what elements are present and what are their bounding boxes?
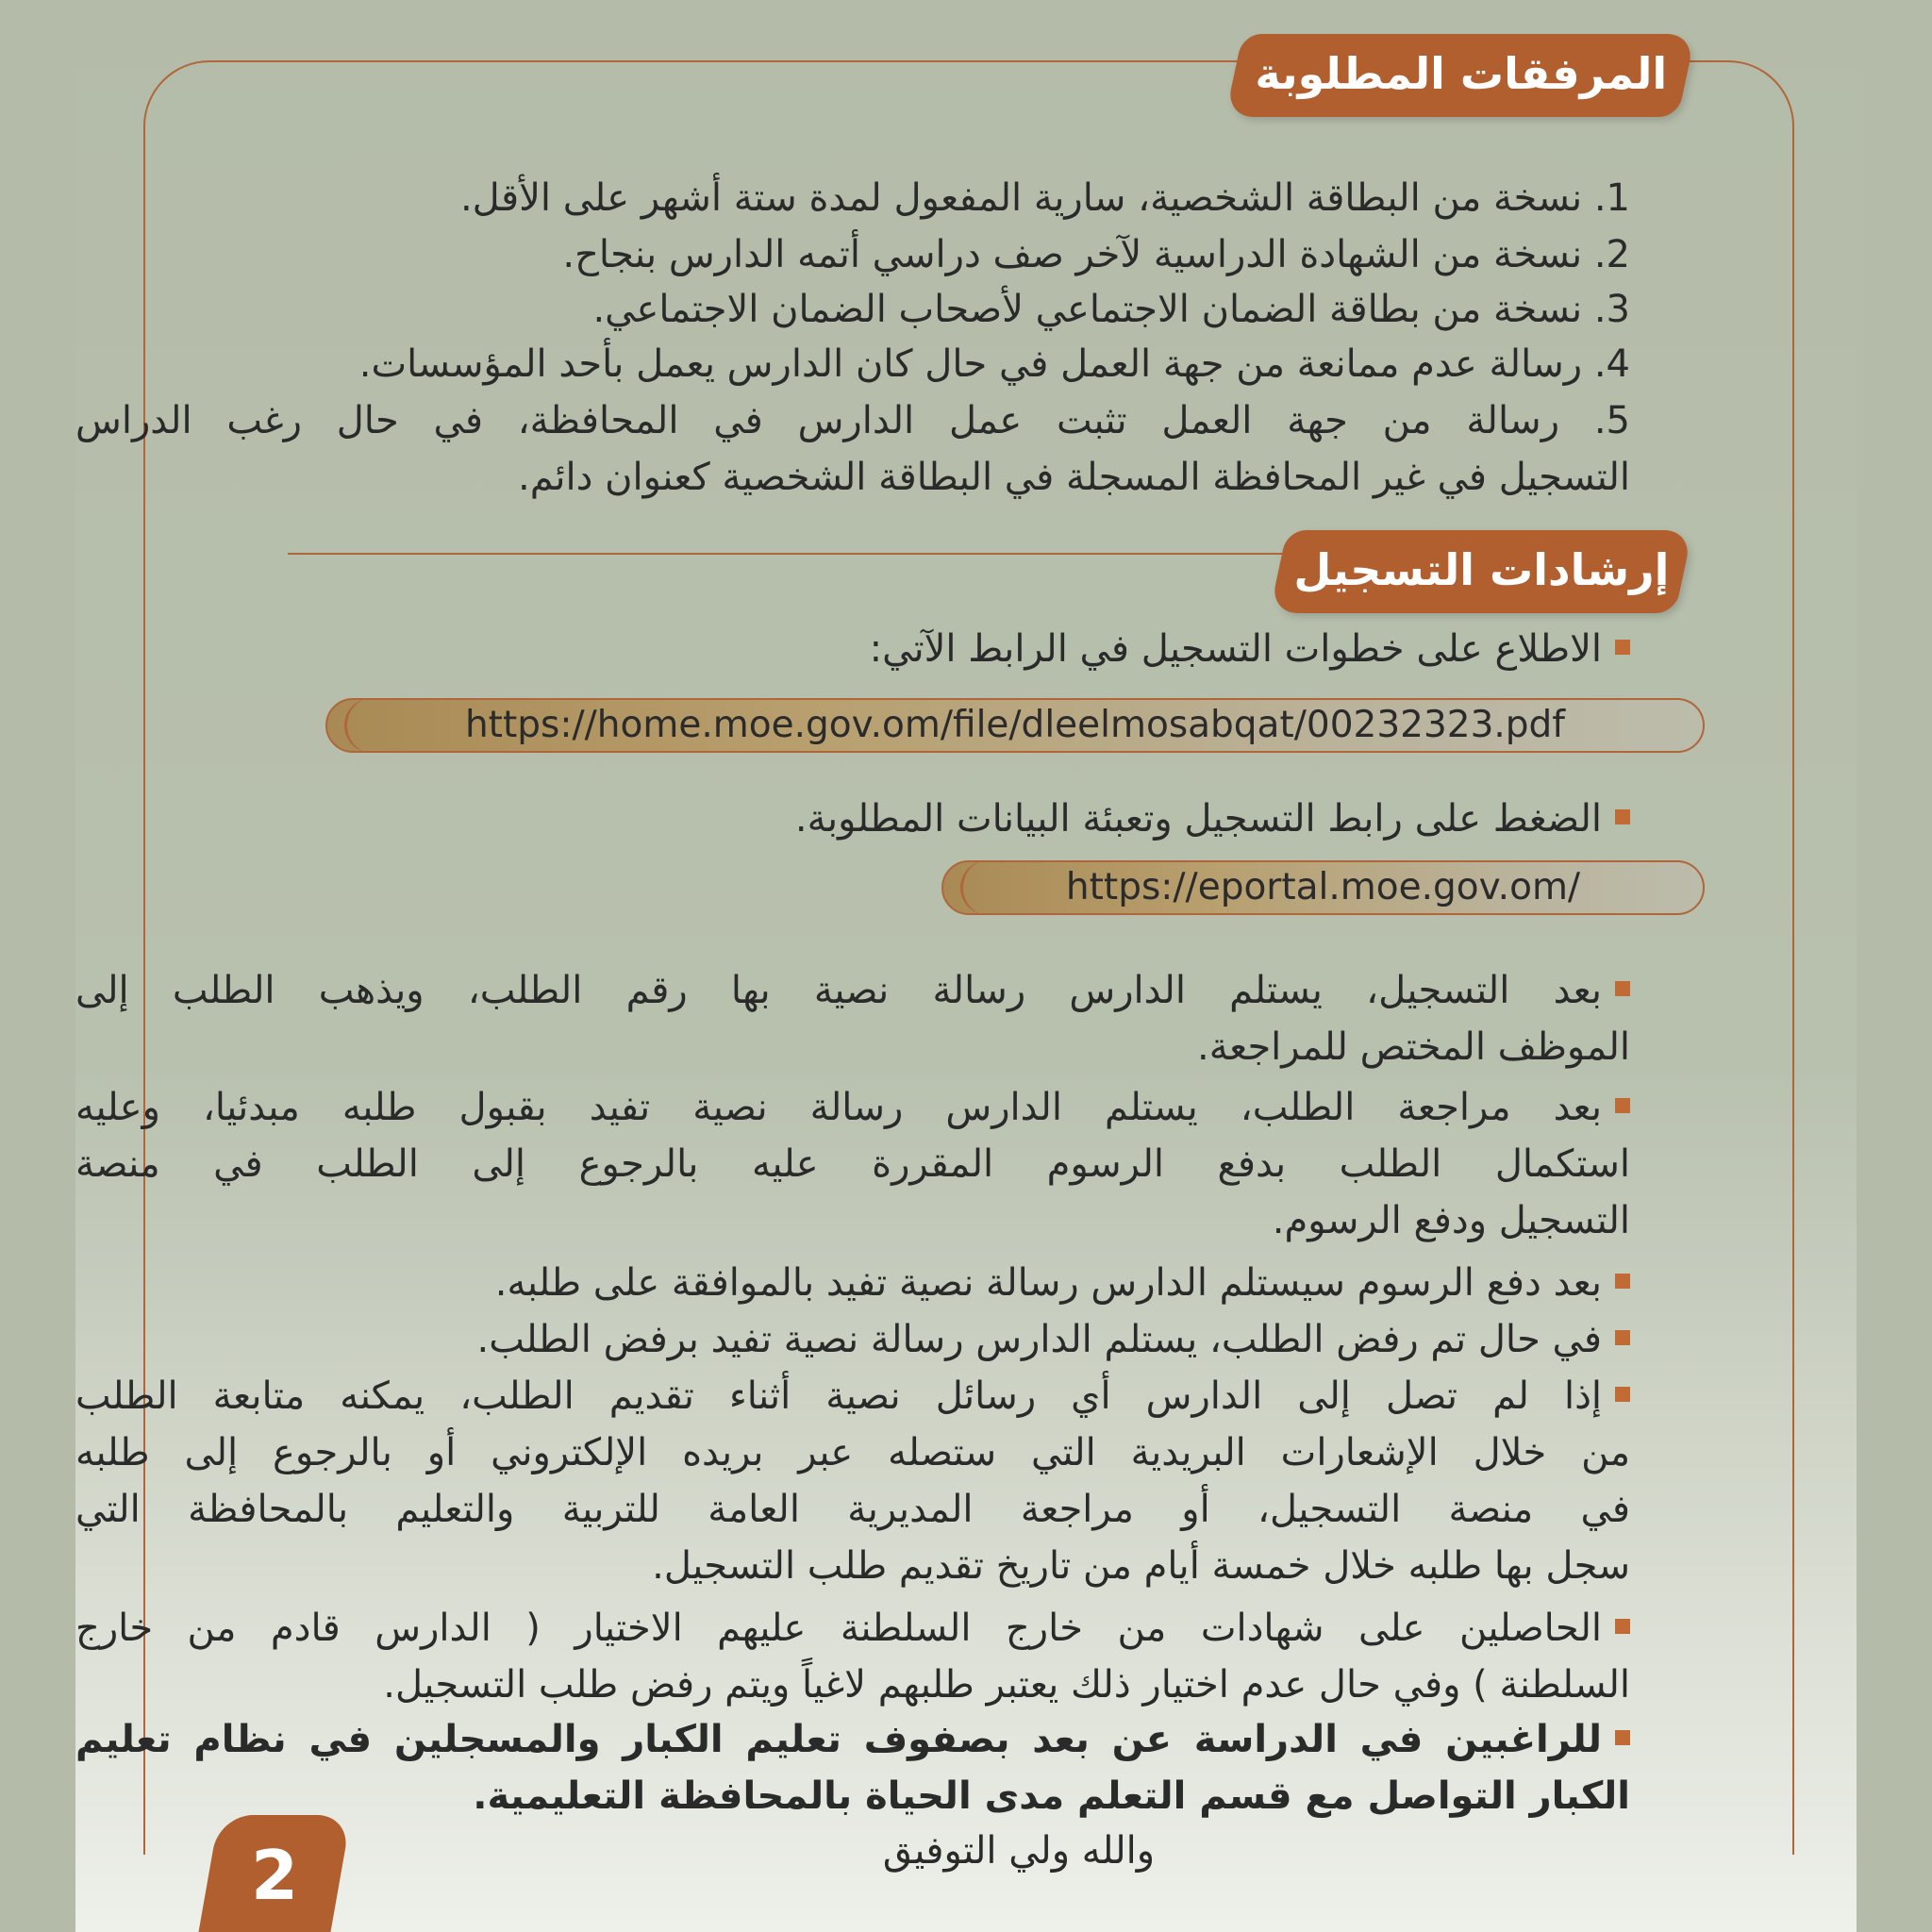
- bullet-7-line-3: في منصة التسجيل، أو مراجعة المديرية العامة للتربية والتعليم بالمحافظة التي: [75, 1488, 1630, 1531]
- document-page: [75, 0, 1857, 1932]
- attachment-item-5: [75, 392, 1630, 506]
- bullet-3-line-2: الموظف المختص للمراجعة.: [1196, 1025, 1630, 1069]
- bullet-8-line-2: السلطنة ) وفي حال عدم اختيار ذلك يعتبر طلبهم لاغياً ويتم رفض طلب التسجيل.: [383, 1663, 1630, 1707]
- attachment-item-5-line-2: التسجيل في غير المحافظة المسجلة في البطاقة الشخصية كعنوان دائم.: [518, 456, 1630, 499]
- bullet-8-line-1: [75, 1600, 1630, 1657]
- page-number-badge: [196, 1815, 352, 1932]
- registration-bullet-3: [75, 962, 1630, 1075]
- bullet-9-line-1: [75, 1711, 1630, 1768]
- attachment-item-4: 4. رسالة عدم ممانعة من جهة العمل في حال كان الدارس يعمل بأحد المؤسسات.: [358, 342, 1630, 386]
- bullet-9-line-1-text: للراغبين في الدراسة عن بعد بصفوف تعليم الكبار والمسجلين في نظام تعليم: [75, 1718, 1602, 1761]
- registration-bullet-9: [75, 1711, 1630, 1824]
- registration-step-1-text: الاطلاع على خطوات التسجيل في الرابط الآتي:: [869, 627, 1602, 671]
- bullet-4-line-1: [75, 1079, 1630, 1136]
- bullet-4-line-3: التسجيل ودفع الرسوم.: [1272, 1199, 1630, 1242]
- bullet-7-line-1: [75, 1368, 1630, 1424]
- bullet-5-text: بعد دفع الرسوم سيستلم الدارس رسالة نصية تفيد بالموافقة على طلبه.: [494, 1261, 1602, 1305]
- bullet-square-icon: [1615, 1387, 1630, 1402]
- closing-remark: والله ولي التوفيق: [882, 1829, 1156, 1873]
- registration-bullet-5: [495, 1255, 1630, 1311]
- bullet-square-icon: [1615, 1098, 1630, 1113]
- bullet-square-icon: [1615, 981, 1630, 996]
- bullet-3-line-1: [75, 962, 1630, 1019]
- attachments-heading-text: المرفقات المطلوبة: [1255, 48, 1667, 99]
- page-number: 2: [250, 1836, 299, 1915]
- bullet-4-line-1-text: بعد مراجعة الطلب، يستلم الدارس رسالة نصية تفيد بقبول طلبه مبدئيا، وعليه: [75, 1086, 1602, 1129]
- registration-bullet-4: [75, 1079, 1630, 1249]
- registration-heading-text: إرشادات التسجيل: [1293, 544, 1670, 595]
- registration-step-1: [870, 621, 1630, 677]
- bullet-3-line-1-text: بعد التسجيل، يستلم الدارس رسالة نصية بها رقم الطلب، ويذهب الطلب إلى: [75, 969, 1602, 1012]
- bullet-9-line-2: الكبار التواصل مع قسم التعلم مدى الحياة بالمحافظة التعليمية.: [473, 1774, 1630, 1818]
- registration-guide-link-box[interactable]: [325, 698, 1705, 753]
- bullet-square-icon: [1615, 809, 1630, 824]
- bullet-square-icon: [1615, 640, 1630, 655]
- bullet-6-text: في حال تم رفض الطلب، يستلم الدارس رسالة نصية تفيد برفض الطلب.: [476, 1318, 1602, 1361]
- attachment-item-1: 1. نسخة من البطاقة الشخصية، سارية المفعول لمدة ستة أشهر على الأقل.: [459, 176, 1630, 220]
- attachment-item-5-line-1: 5. رسالة من جهة العمل تثبت عمل الدارس في المحافظة، في حال رغب الدراس: [75, 399, 1630, 442]
- bullet-4-line-2: استكمال الطلب بدفع الرسوم المقررة عليه بالرجوع إلى الطلب في منصة: [75, 1142, 1630, 1186]
- registration-heading: [1270, 530, 1693, 613]
- bullet-7-line-2: من خلال الإشعارات البريدية التي ستصله عبر بريده الإلكتروني أو بالرجوع إلى طلبه: [75, 1431, 1630, 1474]
- registration-bullet-8: [75, 1600, 1630, 1713]
- registration-bullet-6: [477, 1311, 1630, 1368]
- bullet-7-line-4: سجل بها طلبه خلال خمسة أيام من تاريخ تقديم طلب التسجيل.: [652, 1544, 1630, 1588]
- registration-bullet-7: [75, 1368, 1630, 1594]
- bullet-square-icon: [1615, 1330, 1630, 1345]
- eportal-link[interactable]: https://eportal.moe.gov.om/: [1065, 866, 1581, 908]
- bullet-square-icon: [1615, 1619, 1630, 1634]
- bullet-square-icon: [1615, 1274, 1630, 1289]
- registration-step-2: [795, 791, 1630, 847]
- attachment-item-2: 2. نسخة من الشهادة الدراسية لآخر صف دراسي أتمه الدارس بنجاح.: [562, 233, 1630, 276]
- attachment-item-3: 3. نسخة من بطاقة الضمان الاجتماعي لأصحاب الضمان الاجتماعي.: [592, 288, 1630, 331]
- bullet-7-line-1-text: إذا لم تصل إلى الدارس أي رسائل نصية أثناء تقديم الطلب، يمكنه متابعة الطلب: [75, 1374, 1602, 1418]
- eportal-link-box[interactable]: [941, 860, 1705, 915]
- registration-guide-link[interactable]: https://home.moe.gov.om/file/dleelmosabqat/00232323.pdf: [464, 704, 1566, 746]
- section-divider: [288, 553, 1316, 555]
- bullet-8-line-1-text: الحاصلين على شهادات من خارج السلطنة عليهم الاختيار ( الدارس قادم من خارج: [75, 1607, 1602, 1650]
- bullet-square-icon: [1615, 1730, 1630, 1745]
- attachments-heading: [1225, 34, 1696, 117]
- registration-step-2-text: الضغط على رابط التسجيل وتعبئة البيانات المطلوبة.: [794, 797, 1602, 841]
